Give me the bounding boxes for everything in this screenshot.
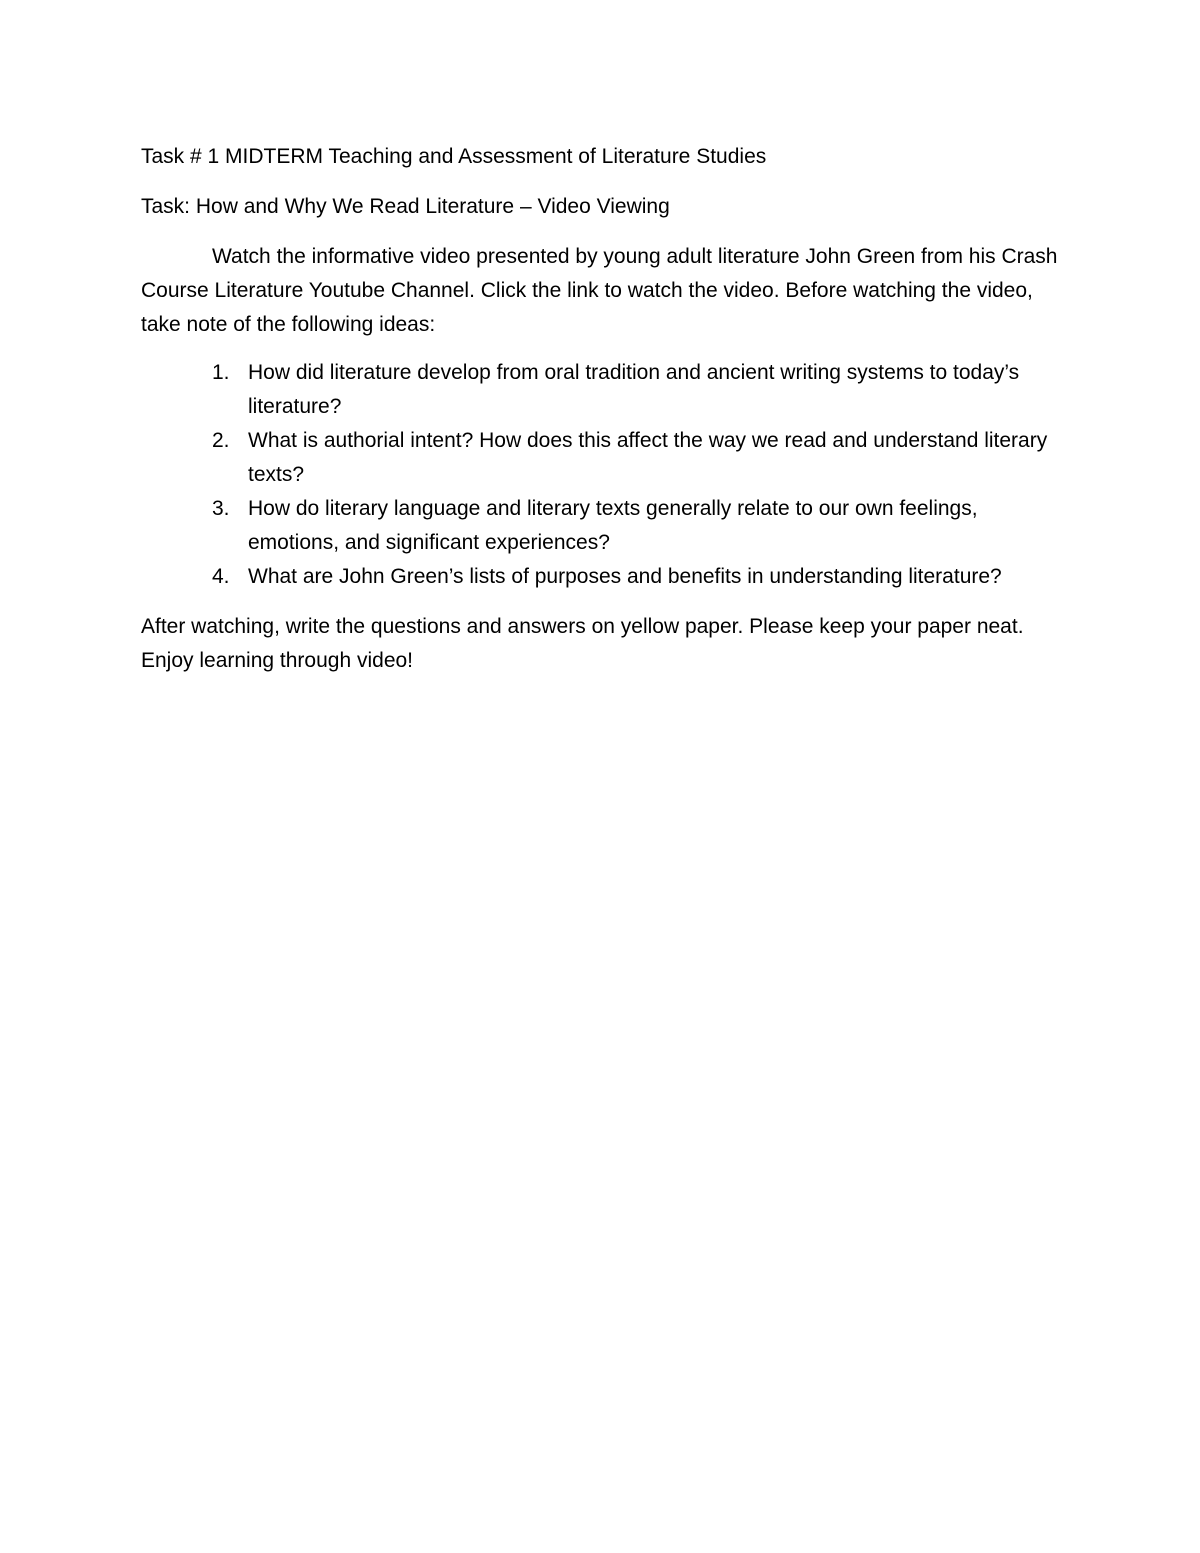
question-text: How did literature develop from oral tradition and ancient writing systems to today’s literature? [248, 361, 1020, 418]
list-item [141, 356, 1071, 424]
list-item [141, 424, 1071, 492]
question-text: How do literary language and literary texts generally relate to our own feelings, emotions, and significant experiences? [248, 497, 978, 554]
closing-remark: Enjoy learning through video! [141, 649, 414, 672]
intro-paragraph: Watch the informative video presented by young adult literature John Green from his Crash Course Literature Youtube Channel. Click the link to watch the video. Before watching the video, take note of the following ideas: [141, 245, 1058, 336]
list-number: 2. [212, 429, 230, 452]
question-list [141, 356, 1071, 594]
document-body [141, 140, 1071, 678]
closing-instructions: After watching, write the questions and answers on yellow paper. Please keep your paper neat. [141, 615, 1024, 638]
list-number: 3. [212, 497, 230, 520]
list-number: 1. [212, 361, 230, 384]
question-text: What is authorial intent? How does this affect the way we read and understand literary texts? [248, 429, 1048, 486]
question-text: What are John Green’s lists of purposes and benefits in understanding literature? [248, 565, 1002, 588]
list-number: 4. [212, 565, 230, 588]
task-subtitle: Task: How and Why We Read Literature – Video Viewing [141, 195, 670, 218]
document-title: Task # 1 MIDTERM Teaching and Assessment of Literature Studies [141, 145, 767, 168]
list-item [141, 560, 1071, 594]
list-item [141, 492, 1071, 560]
